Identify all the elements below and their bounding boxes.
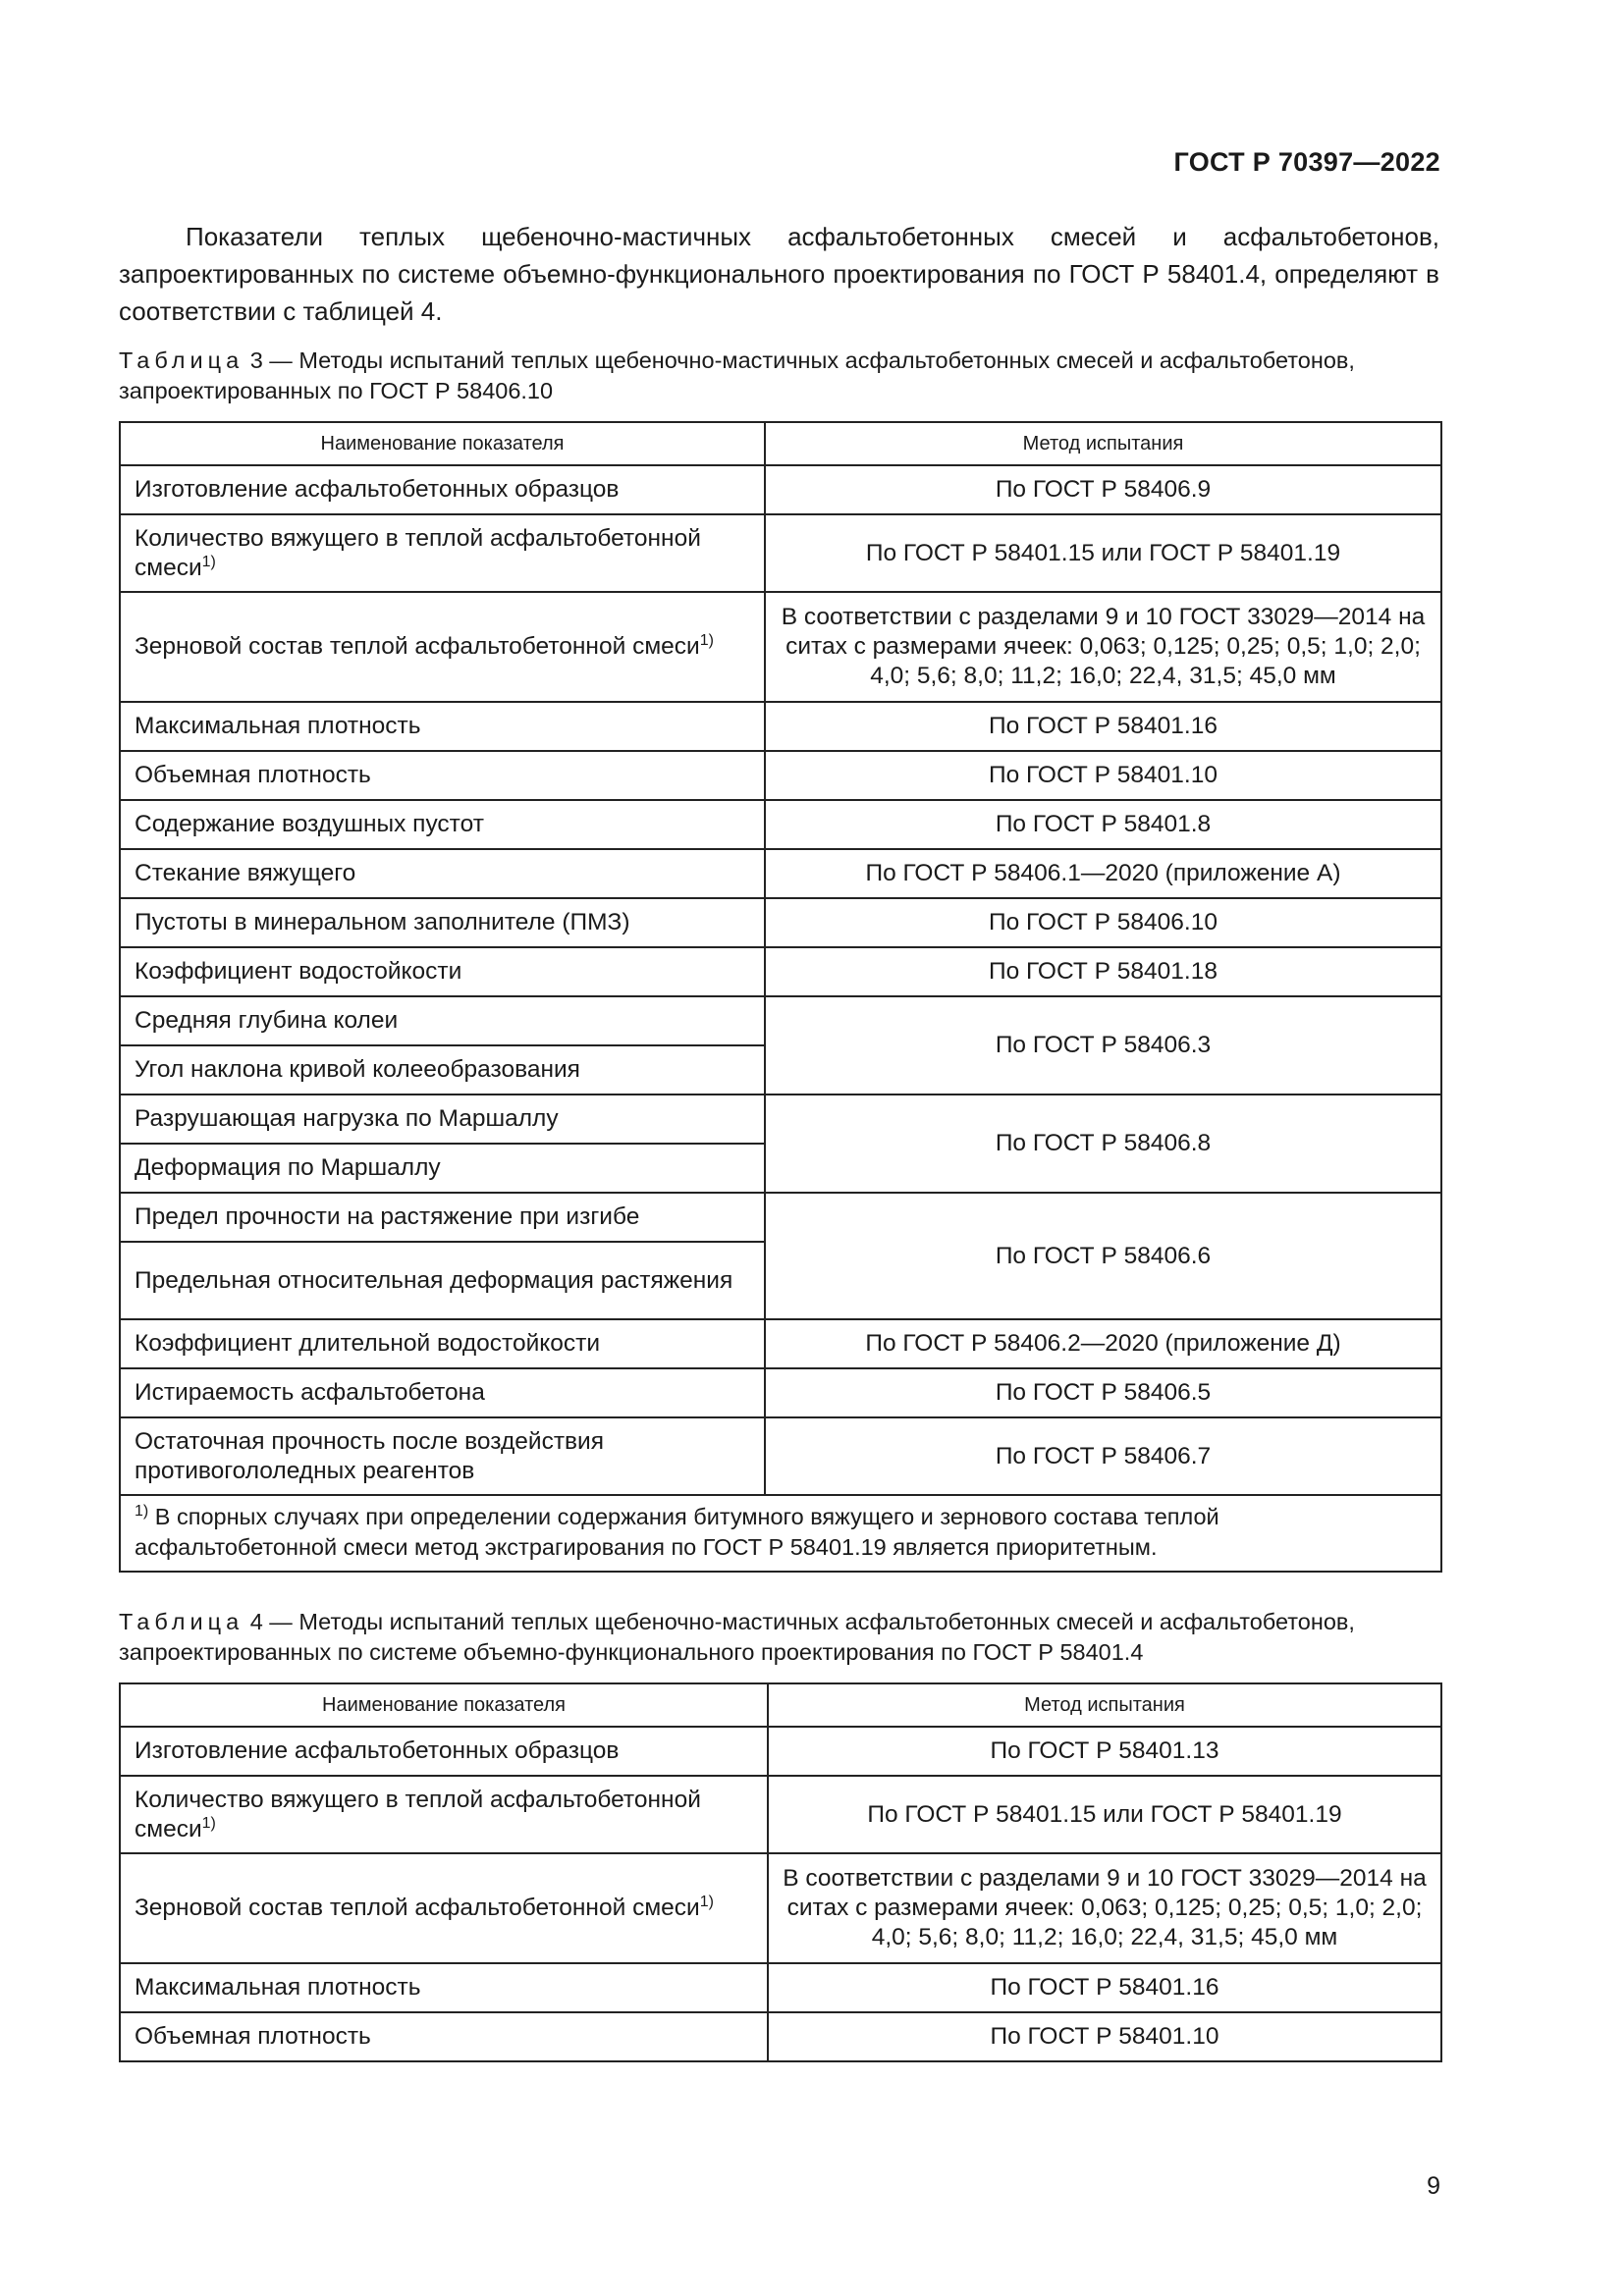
table-row (120, 800, 1441, 849)
row-method: По ГОСТ Р 58401.18 (765, 947, 1441, 996)
intro-paragraph: Показатели теплых щебеночно-мастичных асфальтобетонных смесей и асфальтобетонов, запроектированных по системе объемно-функционального проектирования по ГОСТ Р 58401.4, определяют в соответствии с таблицей 4. (119, 222, 1439, 326)
page-number: 9 (1427, 2172, 1440, 2200)
row-method: По ГОСТ Р 58401.15 или ГОСТ Р 58401.19 (765, 514, 1441, 592)
table-row (120, 1193, 1441, 1242)
row-method: По ГОСТ Р 58401.13 (768, 1727, 1441, 1776)
table4-caption-title: — Методы испытаний теплых щебеночно-мастичных асфальтобетонных смесей и асфальтобетонов, запроектированных по системе объемно-функционального проектирования по ГОСТ Р 58401.4 (119, 1609, 1355, 1665)
row-name: Объемная плотность (120, 751, 765, 800)
table-header-row (120, 422, 1441, 465)
row-method: По ГОСТ Р 58406.7 (765, 1417, 1441, 1495)
table-row (120, 1319, 1441, 1368)
row-method: По ГОСТ Р 58401.10 (765, 751, 1441, 800)
row-method: В соответствии с разделами 9 и 10 ГОСТ 33029—2014 на ситах с размерами ячеек: 0,063; 0,125; 0,25; 0,5; 1,0; 2,0; 4,0; 5,6; 8,0; 11,2; 16,0; 22,4, 31,5; 45,0 мм (768, 1853, 1441, 1963)
table-row (120, 898, 1441, 947)
table4-caption (119, 1607, 1439, 1668)
table-row (120, 702, 1441, 751)
table-row (120, 592, 1441, 702)
table3-caption-label: Таблица (119, 347, 244, 373)
row-method: В соответствии с разделами 9 и 10 ГОСТ 33029—2014 на ситах с размерами ячеек: 0,063; 0,125; 0,25; 0,5; 1,0; 2,0; 4,0; 5,6; 8,0; 11,2; 16,0; 22,4, 31,5; 45,0 мм (765, 592, 1441, 702)
row-method: По ГОСТ Р 58406.9 (765, 465, 1441, 514)
table4-caption-label: Таблица (119, 1609, 244, 1634)
row-method: По ГОСТ Р 58401.16 (768, 1963, 1441, 2012)
row-name: Коэффициент водостойкости (120, 947, 765, 996)
row-name: Стекание вяжущего (120, 849, 765, 898)
column-header-name: Наименование показателя (120, 1683, 768, 1727)
table-row (120, 1727, 1441, 1776)
row-name: Зерновой состав теплой асфальтобетонной смеси$^{1)}$ (120, 592, 765, 702)
table3-caption (119, 346, 1439, 406)
row-name: Деформация по Маршаллу (120, 1144, 765, 1193)
row-method: По ГОСТ Р 58406.8 (765, 1095, 1441, 1193)
row-method: По ГОСТ Р 58401.16 (765, 702, 1441, 751)
row-method: По ГОСТ Р 58401.15 или ГОСТ Р 58401.19 (768, 1776, 1441, 1853)
table-footnote-row (120, 1495, 1441, 1572)
table3-caption-title: — Методы испытаний теплых щебеночно-мастичных асфальтобетонных смесей и асфальтобетонов, запроектированных по ГОСТ Р 58406.10 (119, 347, 1355, 403)
row-method: По ГОСТ Р 58401.10 (768, 2012, 1441, 2061)
table-row (120, 849, 1441, 898)
table-header-row (120, 1683, 1441, 1727)
row-name: Предел прочности на растяжение при изгибе (120, 1193, 765, 1242)
table-row (120, 996, 1441, 1045)
table-row (120, 1853, 1441, 1963)
table-3 (119, 421, 1442, 1573)
table-row (120, 1776, 1441, 1853)
row-name: Предельная относительная деформация растяжения (120, 1242, 765, 1319)
row-name: Средняя глубина колеи (120, 996, 765, 1045)
table-row (120, 751, 1441, 800)
table3-caption-number: 3 (249, 347, 263, 373)
table-row (120, 947, 1441, 996)
table-row (120, 1095, 1441, 1144)
row-name: Угол наклона кривой колееобразования (120, 1045, 765, 1095)
row-name: Количество вяжущего в теплой асфальтобетонной смеси$^{1)}$ (120, 1776, 768, 1853)
row-name: Максимальная плотность (120, 702, 765, 751)
table-row (120, 465, 1441, 514)
row-method: По ГОСТ Р 58406.5 (765, 1368, 1441, 1417)
row-name: Зерновой состав теплой асфальтобетонной смеси$^{1)}$ (120, 1853, 768, 1963)
column-header-name: Наименование показателя (120, 422, 765, 465)
table-row (120, 514, 1441, 592)
row-name: Коэффициент длительной водостойкости (120, 1319, 765, 1368)
row-name: Изготовление асфальтобетонных образцов (120, 465, 765, 514)
row-name: Содержание воздушных пустот (120, 800, 765, 849)
row-method: По ГОСТ Р 58406.6 (765, 1193, 1441, 1319)
table-footnote: $^{1)}$ В спорных случаях при определении содержания битумного вяжущего и зернового состава теплой асфальтобетонной смеси метод экстрагирования по ГОСТ Р 58401.19 является приоритетным. (120, 1495, 1441, 1572)
row-name: Количество вяжущего в теплой асфальтобетонной смеси$^{1)}$ (120, 514, 765, 592)
table-4 (119, 1682, 1442, 2062)
row-method: По ГОСТ Р 58406.2—2020 (приложение Д) (765, 1319, 1441, 1368)
column-header-method: Метод испытания (765, 422, 1441, 465)
row-method: По ГОСТ Р 58401.8 (765, 800, 1441, 849)
table-row (120, 1963, 1441, 2012)
document-id: ГОСТ Р 70397—2022 (1173, 147, 1440, 177)
table-row (120, 2012, 1441, 2061)
table4-caption-number: 4 (249, 1609, 263, 1634)
row-name: Остаточная прочность после воздействия противогололедных реагентов (120, 1417, 765, 1495)
row-name: Разрушающая нагрузка по Маршаллу (120, 1095, 765, 1144)
row-method: По ГОСТ Р 58406.1—2020 (приложение А) (765, 849, 1441, 898)
row-method: По ГОСТ Р 58406.3 (765, 996, 1441, 1095)
row-method: По ГОСТ Р 58406.10 (765, 898, 1441, 947)
column-header-method: Метод испытания (768, 1683, 1441, 1727)
row-name: Пустоты в минеральном заполнителе (ПМЗ) (120, 898, 765, 947)
row-name: Изготовление асфальтобетонных образцов (120, 1727, 768, 1776)
table-row (120, 1368, 1441, 1417)
row-name: Объемная плотность (120, 2012, 768, 2061)
row-name: Истираемость асфальтобетона (120, 1368, 765, 1417)
row-name: Максимальная плотность (120, 1963, 768, 2012)
table-row (120, 1417, 1441, 1495)
